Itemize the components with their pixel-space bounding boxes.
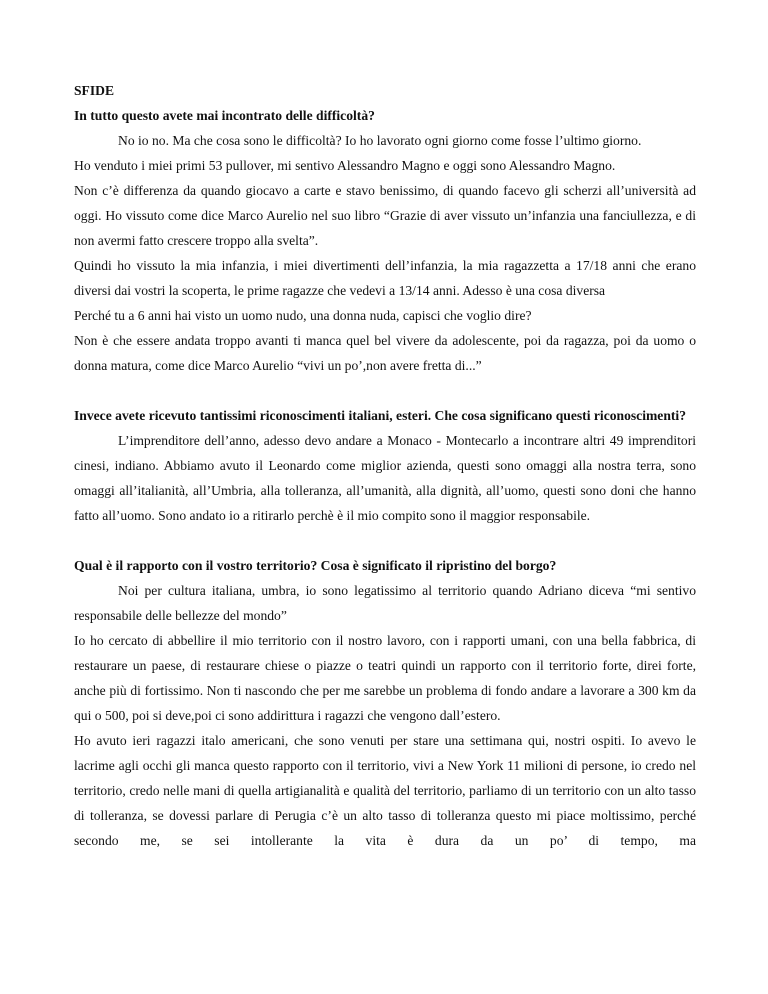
answer-paragraph: Non è che essere andata troppo avanti ti manca quel bel vivere da adolescente, poi da ragazza, poi da uomo o donna matura, come dice Marco Aurelio “vivi un po’,non avere fretta di...” (74, 333, 696, 373)
question-territorio: Qual è il rapporto con il vostro territorio? Cosa è significato il ripristino del borgo? (74, 558, 557, 573)
answer-paragraph: Noi per cultura italiana, umbra, io sono legatissimo al territorio quando Adriano diceva “mi sentivo responsabile delle bellezze del mondo” (74, 583, 696, 623)
answer-paragraph: Quindi ho vissuto la mia infanzia, i miei divertimenti dell’infanzia, la mia ragazzetta a 17/18 anni che erano diversi dai vostri la scoperta, le prime ragazze che vedevi a 13/14 anni. Adesso è una cosa diversa (74, 258, 696, 298)
answer-paragraph: Io ho cercato di abbellire il mio territorio con il nostro lavoro, con i rapporti umani, con una bella fabbrica, di restaurare un paese, di restaurare chiese o piazze o teatri quindi un rapporto con il territorio forte, direi forte, anche più di fortissimo. Non ti nascondo che per me sarebbe un problema di fondo andare a lavorare a 300 km da qui o 500, poi si deve,poi ci sono addirittura i ragazzi che vengono dall’estero. (74, 633, 696, 723)
question-difficolta: In tutto questo avete mai incontrato delle difficoltà? (74, 108, 375, 123)
question-riconoscimenti: Invece avete ricevuto tantissimi riconoscimenti italiani, esteri. Che cosa significano questi riconoscimenti? (74, 408, 687, 423)
document-body (74, 78, 696, 853)
section-heading: SFIDE (74, 83, 115, 98)
answer-paragraph: L’imprenditore dell’anno, adesso devo andare a Monaco - Montecarlo a incontrare altri 49 imprenditori cinesi, indiano. Abbiamo avuto il Leonardo come miglior azienda, questi sono omaggi alla nostra terra, sono omaggi all’italianità, all’Umbria, alla tolleranza, all’umanità, alla dignità, all’uomo, questi sono doni che hanno fatto all’uomo. Sono andato io a ritirarlo perchè è il mio compito sono il maggior responsabile. (74, 433, 696, 523)
answer-paragraph: Ho venduto i miei primi 53 pullover, mi sentivo Alessandro Magno e oggi sono Alessandro Magno. (74, 158, 616, 173)
answer-paragraph: No io no. Ma che cosa sono le difficoltà? Io ho lavorato ogni giorno come fosse l’ultimo giorno. (118, 133, 642, 148)
answer-paragraph: Ho avuto ieri ragazzi italo americani, che sono venuti per stare una settimana qui, nostri ospiti. Io avevo le lacrime agli occhi gli manca questo rapporto con il territorio, vivi a New York 11 milioni di persone, io credo nel territorio, credo nelle mani di quella artigianalità e qualità del territorio, parliamo di un territorio con un alto tasso di tolleranza, se dovessi parlare di Perugia c’è un alto tasso di tolleranza questo mi piace moltissimo, perché secondo me, se sei intollerante la vita è dura da un po’ di tempo, ma (74, 733, 696, 848)
paragraph-spacer (74, 378, 696, 403)
paragraph-spacer (74, 528, 696, 553)
answer-paragraph: Perché tu a 6 anni hai visto un uomo nudo, una donna nuda, capisci che voglio dire? (74, 308, 532, 323)
answer-paragraph: Non c’è differenza da quando giocavo a carte e stavo benissimo, di quando facevo gli scherzi all’università ad oggi. Ho vissuto come dice Marco Aurelio nel suo libro “Grazie di aver vissuto un’infanzia una fanciullezza, e di non avermi fatto crescere troppo alla svelta”. (74, 183, 696, 248)
